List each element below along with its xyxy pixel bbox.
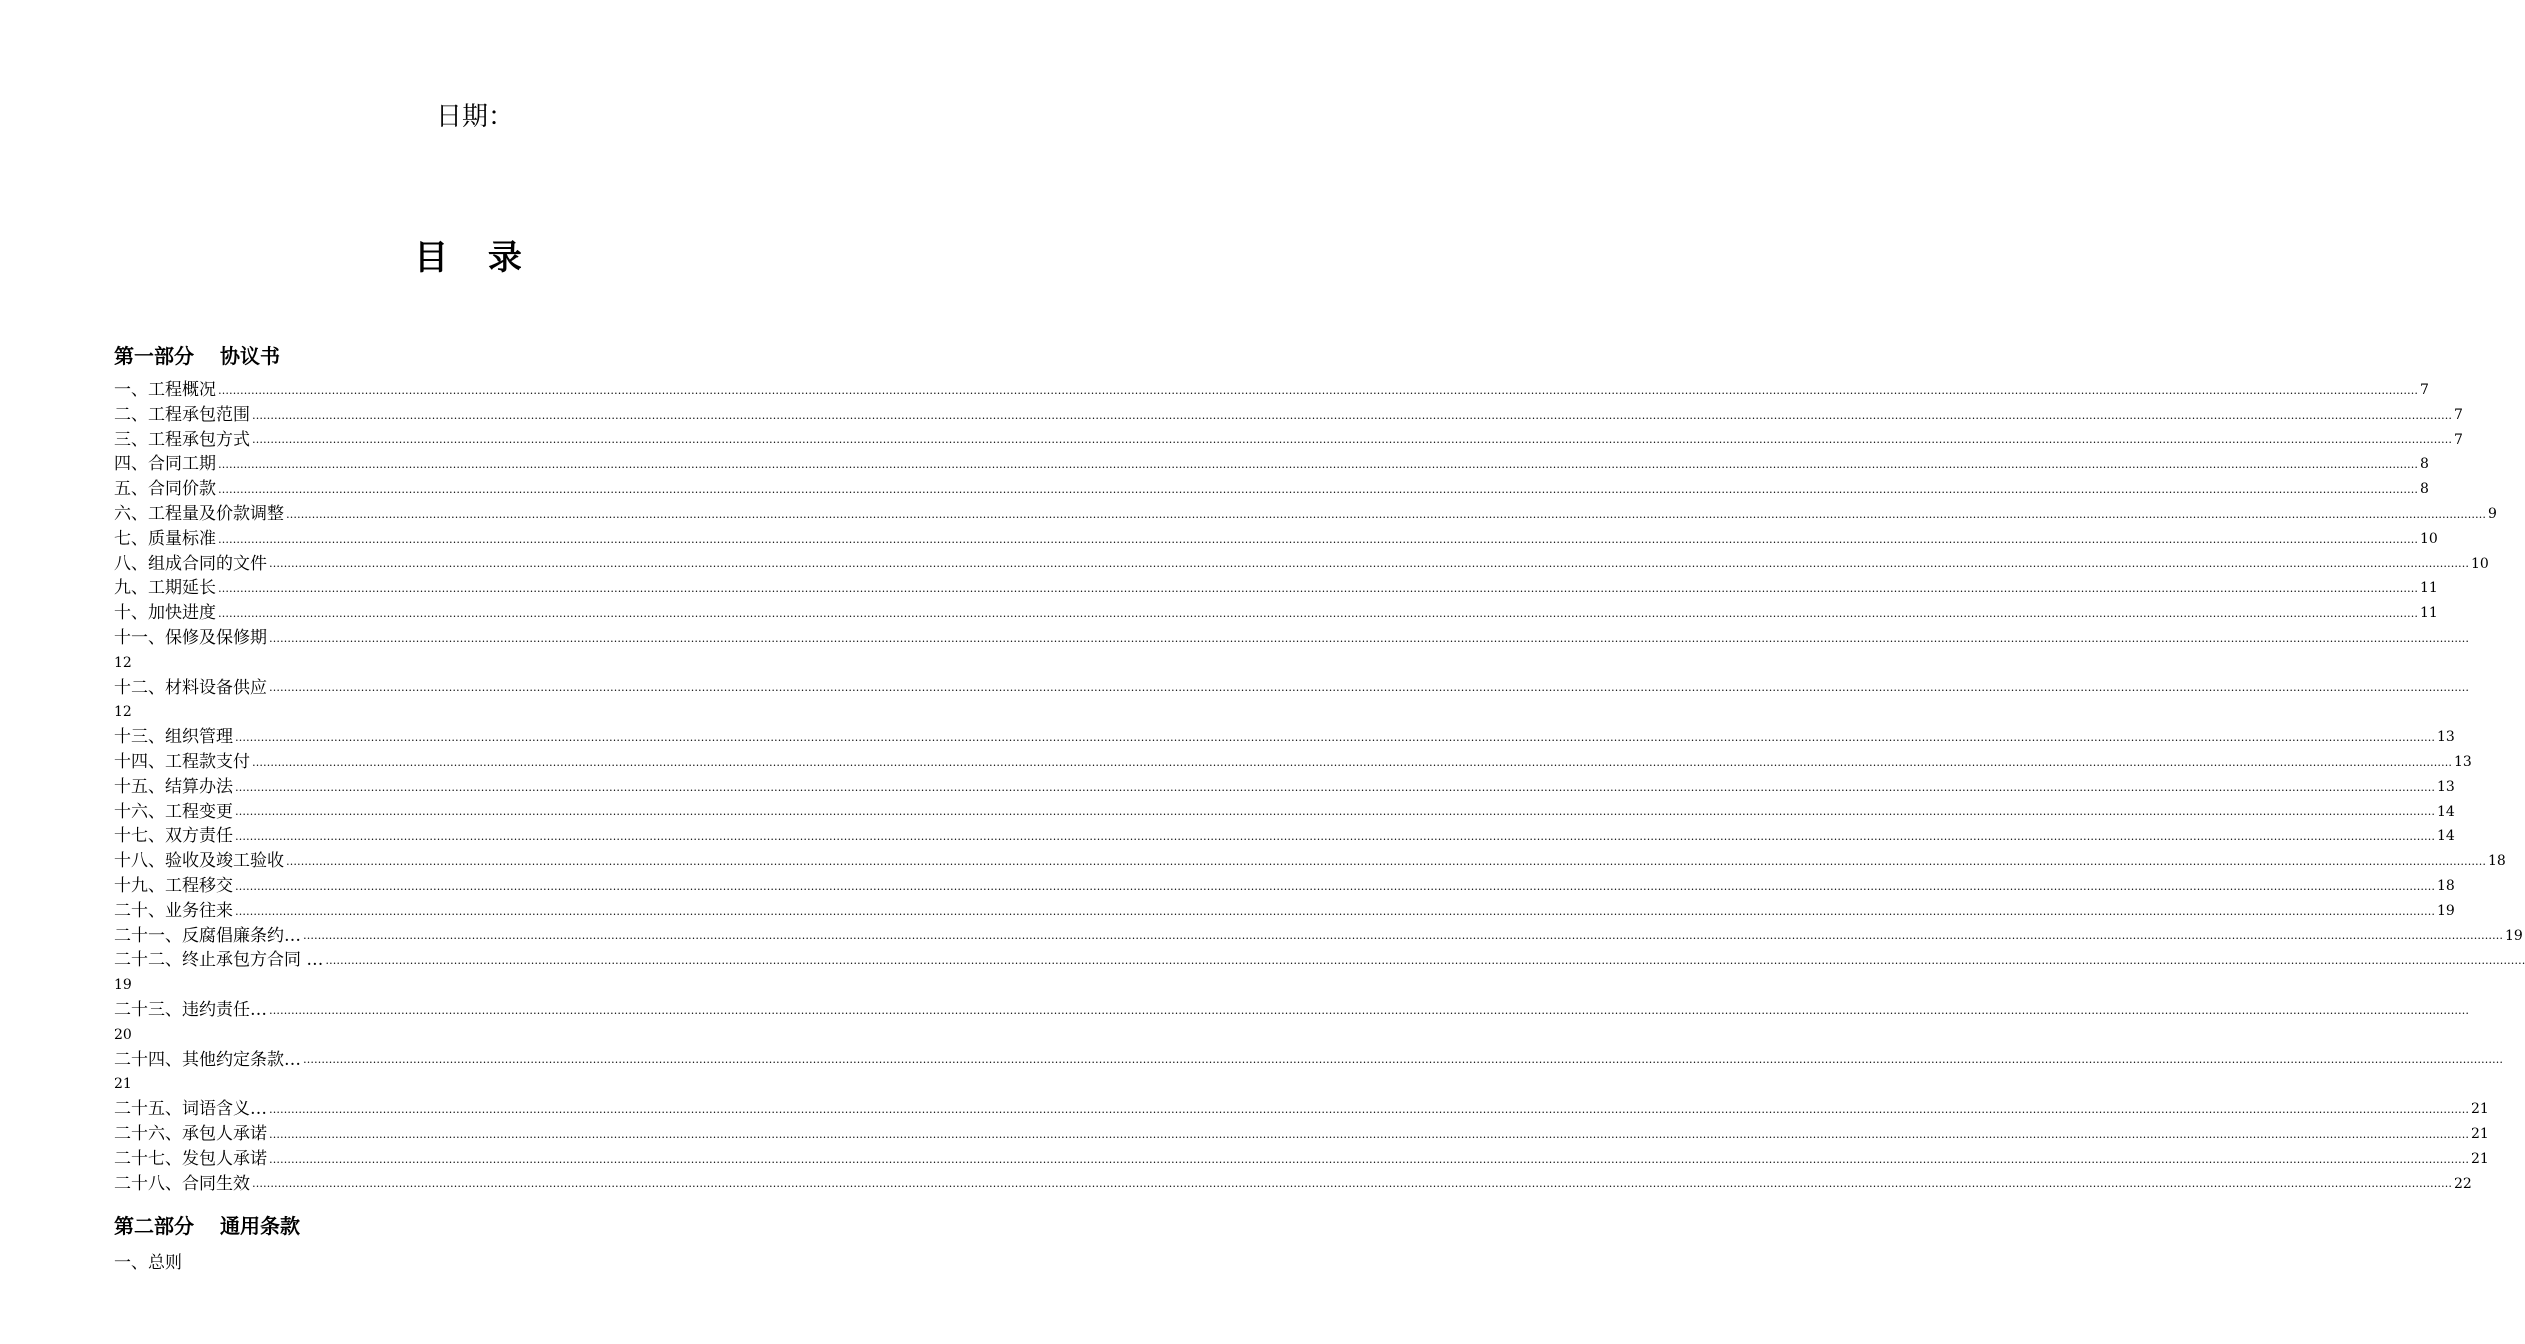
toc-entry[interactable] (114, 924, 2523, 949)
toc-entry[interactable] (114, 750, 2472, 775)
toc-leader-dots: …………………………………………………………………………………………………………………………………………………………………………………………………………………………………………………………………………………………………………………………………………………………………………………………………………………………………………………………………………………………………………………………………………………… (286, 854, 2486, 868)
part1-number: 第一部分 (114, 344, 194, 368)
toc-entry-page: 9 (2488, 505, 2497, 522)
general-terms-item: 一、总则 (114, 1253, 182, 1273)
toc-entry-label: 十三、组织管理 (114, 727, 233, 748)
toc-entry[interactable] (114, 874, 2455, 899)
toc-entry-page: 18 (2488, 853, 2506, 870)
toc-entry-label: 二十六、承包人承诺 (114, 1123, 267, 1144)
toc-leader-dots: …………………………………………………………………………………………………………………………………………………………………………………………………………………………………………………………………………………………………………………………………………………………………………………………………………………………………………………………………………………………………………………………………………………… (252, 755, 2452, 769)
toc-leader-dots: …………………………………………………………………………………………………………………………………………………………………………………………………………………………………………………………………………………………………………………………………………………………………………………………………………………………………………………………………………………………………………………………………………………… (218, 532, 2418, 546)
toc-entry-label: 十一、保修及保修期 (114, 627, 267, 648)
toc-leader-dots: …………………………………………………………………………………………………………………………………………………………………………………………………………………………………………………………………………………………………………………………………………………………………………………………………………………………………………………………………………………………………………………………………………………… (269, 557, 2469, 571)
toc-entry[interactable] (114, 775, 2455, 800)
toc-entry-page: 10 (2471, 555, 2489, 572)
toc-entry[interactable] (114, 1048, 2503, 1073)
part1-heading (114, 340, 280, 369)
toc-entry[interactable] (114, 1122, 2489, 1147)
toc-entry-page: 18 (2437, 877, 2455, 894)
toc-entry-label: 二十四、其他约定条款… (114, 1049, 301, 1070)
toc-entry-label: 十四、工程款支付 (114, 751, 250, 772)
toc-entry-page: 11 (2420, 580, 2438, 597)
toc-entry-label: 三、工程承包方式 (114, 429, 250, 450)
toc-leader-dots: …………………………………………………………………………………………………………………………………………………………………………………………………………………………………………………………………………………………………………………………………………………………………………………………………………………………………………………………………………………………………………………………………………………… (235, 805, 2435, 819)
toc-leader-dots: …………………………………………………………………………………………………………………………………………………………………………………………………………………………………………………………………………………………………………………………………………………………………………………………………………………………………………………………………………………………………………………………………………………… (325, 954, 2525, 968)
toc-entry-label: 十二、材料设备供应 (114, 677, 267, 698)
part2-name: 通用条款 (220, 1214, 300, 1238)
toc-leader-dots: …………………………………………………………………………………………………………………………………………………………………………………………………………………………………………………………………………………………………………………………………………………………………………………………………………………………………………………………………………………………………………………………………………………… (235, 830, 2435, 844)
toc-entry[interactable] (114, 1172, 2472, 1197)
toc-entry[interactable] (114, 1097, 2489, 1122)
toc-leader-dots: …………………………………………………………………………………………………………………………………………………………………………………………………………………………………………………………………………………………………………………………………………………………………………………………………………………………………………………………………………………………………………………………………………………… (269, 681, 2469, 695)
toc-leader-dots: …………………………………………………………………………………………………………………………………………………………………………………………………………………………………………………………………………………………………………………………………………………………………………………………………………………………………………………………………………………………………………………………………………………… (269, 631, 2469, 645)
toc-entry[interactable] (114, 800, 2455, 825)
toc-entry[interactable] (114, 552, 2489, 577)
toc-entry-label: 十九、工程移交 (114, 875, 233, 896)
toc-entry[interactable] (114, 428, 2463, 453)
toc-entry[interactable] (114, 626, 2469, 651)
toc-entry-page: 14 (2437, 803, 2455, 820)
part2-heading (114, 1210, 300, 1239)
toc-entry[interactable] (114, 452, 2429, 477)
toc-leader-dots: …………………………………………………………………………………………………………………………………………………………………………………………………………………………………………………………………………………………………………………………………………………………………………………………………………………………………………………………………………………………………………………………………………………… (252, 1177, 2452, 1191)
toc-entry-page: 11 (2420, 605, 2438, 622)
toc-leader-dots: …………………………………………………………………………………………………………………………………………………………………………………………………………………………………………………………………………………………………………………………………………………………………………………………………………………………………………………………………………………………………………………………………………………… (252, 433, 2452, 447)
toc-entry-page: 12 (114, 704, 132, 721)
toc-leader-dots: …………………………………………………………………………………………………………………………………………………………………………………………………………………………………………………………………………………………………………………………………………………………………………………………………………………………………………………………………………………………………………………………………………………… (269, 1102, 2469, 1116)
toc-entry-page: 21 (114, 1076, 132, 1093)
toc-leader-dots: …………………………………………………………………………………………………………………………………………………………………………………………………………………………………………………………………………………………………………………………………………………………………………………………………………………………………………………………………………………………………………………………………………………… (269, 1127, 2469, 1141)
toc-entry[interactable] (114, 527, 2438, 552)
part2-number: 第二部分 (114, 1214, 194, 1238)
toc-leader-dots: …………………………………………………………………………………………………………………………………………………………………………………………………………………………………………………………………………………………………………………………………………………………………………………………………………………………………………………………………………………………………………………………………………………… (235, 879, 2435, 893)
toc-leader-dots: …………………………………………………………………………………………………………………………………………………………………………………………………………………………………………………………………………………………………………………………………………………………………………………………………………………………………………………………………………………………………………………………………………………… (218, 582, 2418, 596)
toc-leader-dots: …………………………………………………………………………………………………………………………………………………………………………………………………………………………………………………………………………………………………………………………………………………………………………………………………………………………………………………………………………………………………………………………………………………… (303, 929, 2503, 943)
toc-entry-label: 二、工程承包范围 (114, 404, 250, 425)
toc-entry-label: 二十五、词语含义… (114, 1099, 267, 1120)
toc-entry[interactable] (114, 576, 2438, 601)
toc-entry-label: 七、质量标准 (114, 528, 216, 549)
toc-leader-dots: …………………………………………………………………………………………………………………………………………………………………………………………………………………………………………………………………………………………………………………………………………………………………………………………………………………………………………………………………………………………………………………………………………………… (218, 383, 2418, 397)
toc-entry-page: 21 (2471, 1150, 2489, 1167)
toc-entry-label: 二十二、终止承包方合同 … (114, 950, 324, 971)
toc-leader-dots: …………………………………………………………………………………………………………………………………………………………………………………………………………………………………………………………………………………………………………………………………………………………………………………………………………………………………………………………………………………………………………………………………………………… (218, 482, 2418, 496)
toc-entry-page: 13 (2454, 753, 2472, 770)
toc-entry-page: 14 (2437, 828, 2455, 845)
toc-entry-page: 20 (114, 1026, 132, 1043)
toc-entry-label: 十五、结算办法 (114, 776, 233, 797)
toc-entry-page: 21 (2471, 1101, 2489, 1118)
toc-list (114, 378, 2525, 1196)
toc-entry-label: 十八、验收及竣工验收 (114, 851, 284, 872)
toc-entry-label: 一、工程概况 (114, 380, 216, 400)
toc-entry-label: 二十一、反腐倡廉条约… (114, 925, 301, 946)
toc-entry-page: 7 (2454, 406, 2463, 423)
toc-leader-dots: …………………………………………………………………………………………………………………………………………………………………………………………………………………………………………………………………………………………………………………………………………………………………………………………………………………………………………………………………………………………………………………………………………………… (303, 1053, 2503, 1067)
toc-entry-page: 19 (114, 977, 132, 994)
toc-entry-label: 六、工程量及价款调整 (114, 503, 284, 524)
part1-name: 协议书 (220, 344, 280, 368)
toc-leader-dots: …………………………………………………………………………………………………………………………………………………………………………………………………………………………………………………………………………………………………………………………………………………………………………………………………………………………………………………………………………………………………………………………………………………… (252, 408, 2452, 422)
toc-leader-dots: …………………………………………………………………………………………………………………………………………………………………………………………………………………………………………………………………………………………………………………………………………………………………………………………………………………………………………………………………………………………………………………………………………………… (235, 780, 2435, 794)
toc-entry-page: 7 (2454, 431, 2463, 448)
toc-entry-page: 8 (2420, 456, 2429, 473)
toc-entry[interactable] (114, 948, 2525, 973)
toc-leader-dots: …………………………………………………………………………………………………………………………………………………………………………………………………………………………………………………………………………………………………………………………………………………………………………………………………………………………………………………………………………………………………………………………………………………… (269, 1152, 2469, 1166)
toc-entry[interactable] (114, 725, 2455, 750)
toc-entry[interactable] (114, 477, 2429, 502)
toc-entry[interactable] (114, 601, 2438, 626)
toc-leader-dots: …………………………………………………………………………………………………………………………………………………………………………………………………………………………………………………………………………………………………………………………………………………………………………………………………………………………………………………………………………………………………………………………………………………… (286, 507, 2486, 521)
toc-entry[interactable] (114, 676, 2469, 701)
toc-entry[interactable] (114, 849, 2506, 874)
toc-entry-label: 九、工期延长 (114, 578, 216, 599)
toc-leader-dots: …………………………………………………………………………………………………………………………………………………………………………………………………………………………………………………………………………………………………………………………………………………………………………………………………………………………………………………………………………………………………………………………………………………… (235, 730, 2435, 744)
toc-entry-page: 19 (2505, 927, 2523, 944)
toc-leader-dots: …………………………………………………………………………………………………………………………………………………………………………………………………………………………………………………………………………………………………………………………………………………………………………………………………………………………………………………………………………………………………………………………………………………… (235, 904, 2435, 918)
toc-entry-page: 22 (2454, 1175, 2472, 1192)
toc-entry-page: 10 (2420, 530, 2438, 547)
toc-entry-label: 十、加快进度 (114, 603, 216, 624)
toc-leader-dots: …………………………………………………………………………………………………………………………………………………………………………………………………………………………………………………………………………………………………………………………………………………………………………………………………………………………………………………………………………………………………………………………………………………… (218, 606, 2418, 620)
toc-entry[interactable] (114, 502, 2497, 527)
toc-entry-page: 19 (2437, 902, 2455, 919)
toc-entry-page: 21 (2471, 1125, 2489, 1142)
toc-entry-label: 五、合同价款 (114, 479, 216, 500)
toc-entry[interactable] (114, 899, 2455, 924)
toc-entry-label: 二十、业务往来 (114, 900, 233, 921)
toc-entry-page: 12 (114, 654, 132, 671)
toc-leader-dots: …………………………………………………………………………………………………………………………………………………………………………………………………………………………………………………………………………………………………………………………………………………………………………………………………………………………………………………………………………………………………………………………………………………… (218, 458, 2418, 472)
toc-entry-label: 四、合同工期 (114, 454, 216, 475)
toc-entry[interactable] (114, 824, 2455, 849)
toc-entry-page: 8 (2420, 481, 2429, 498)
toc-entry-label: 二十三、违约责任… (114, 999, 267, 1020)
toc-entry-label: 二十八、合同生效 (114, 1173, 250, 1194)
toc-leader-dots: …………………………………………………………………………………………………………………………………………………………………………………………………………………………………………………………………………………………………………………………………………………………………………………………………………………………………………………………………………………………………………………………………………………… (269, 1003, 2469, 1017)
toc-entry-label: 十六、工程变更 (114, 801, 233, 822)
toc-entry[interactable] (114, 378, 2429, 403)
date-label: 日期： (435, 102, 514, 132)
toc-entry[interactable] (114, 403, 2463, 428)
toc-entry-page: 13 (2437, 729, 2455, 746)
toc-entry-page: 13 (2437, 778, 2455, 795)
toc-entry[interactable] (114, 998, 2469, 1023)
toc-entry-page: 7 (2420, 382, 2429, 398)
toc-entry-label: 二十七、发包人承诺 (114, 1148, 267, 1169)
toc-entry-label: 十七、双方责任 (114, 826, 233, 847)
toc-title: 目 录 (414, 238, 536, 278)
toc-entry-label: 八、组成合同的文件 (114, 553, 267, 574)
toc-entry[interactable] (114, 1147, 2489, 1172)
